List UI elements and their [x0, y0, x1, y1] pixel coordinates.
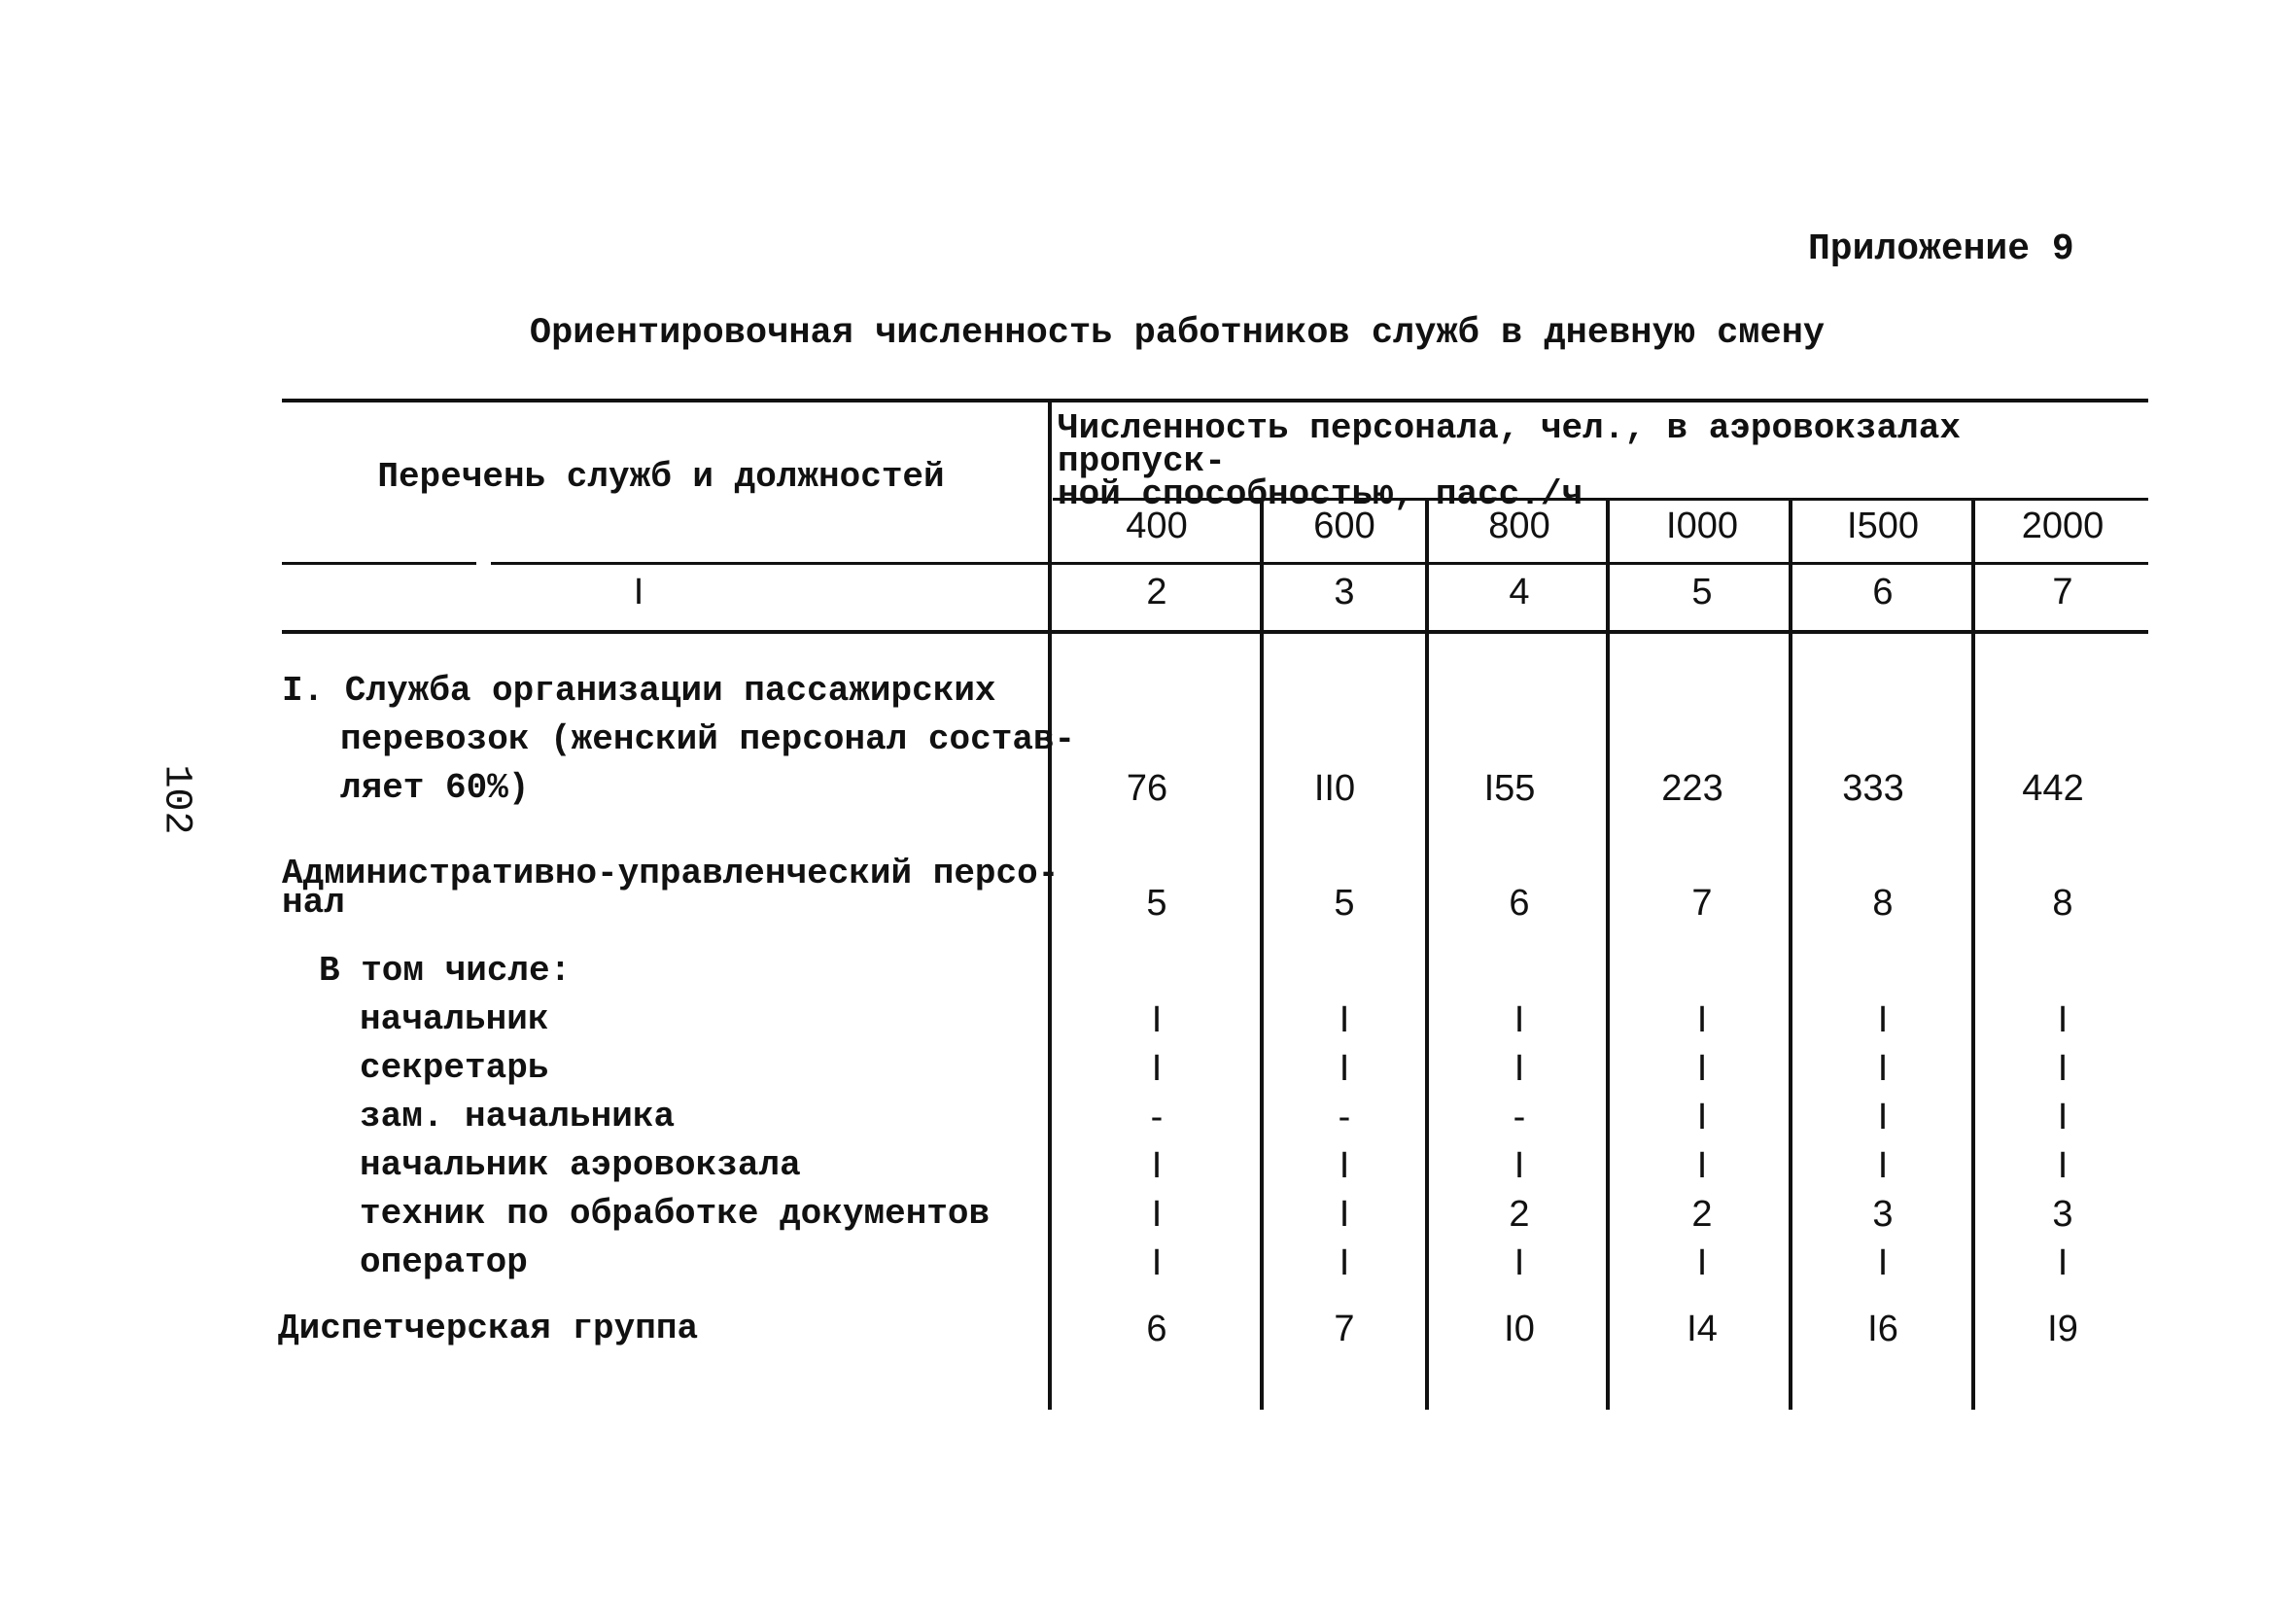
numbers-bottom-rule [282, 630, 2148, 634]
staff-group-header-line-2: ной способностью, пасс./ч [1058, 474, 1583, 514]
table-cell: 333 [1842, 768, 1904, 809]
table-cell: I [1513, 1242, 1525, 1283]
table-cell: I [1877, 1242, 1889, 1283]
table-cell: I [1696, 1048, 1708, 1089]
table-cell: I9 [2047, 1309, 2078, 1349]
table-title: Ориентировочная численность работников служб в дневную смену [529, 313, 1826, 354]
table-cell: I [1877, 1097, 1889, 1137]
table-cell: I4 [1687, 1309, 1718, 1349]
table-cell: I [1151, 1048, 1163, 1089]
table-cell: 8 [2052, 883, 2073, 924]
table-cell: 6 [1509, 883, 1530, 924]
col-divider-4 [1606, 498, 1610, 1410]
table-cell: - [1338, 1097, 1351, 1137]
page-number: 102 [154, 764, 198, 835]
column-number: 2 [1146, 572, 1167, 612]
row-label: Диспетчерская группа [278, 1309, 699, 1348]
table-cell: I [1513, 1048, 1525, 1089]
row-label: техник по обработке документов [360, 1194, 991, 1234]
table-cell: I [1339, 1048, 1350, 1089]
row-label: начальник [360, 999, 549, 1039]
table-cell: I [1339, 1242, 1350, 1283]
table-cell: 8 [1872, 883, 1894, 924]
table-top-rule [282, 399, 2148, 402]
column-number: 6 [1872, 572, 1894, 612]
table-cell: 2 [1691, 1194, 1713, 1235]
col-divider-5 [1789, 498, 1792, 1410]
table-cell: I [2057, 1242, 2069, 1283]
table-cell: 76 [1126, 768, 1168, 809]
table-cell: 3 [2052, 1194, 2073, 1235]
table-cell: I [1151, 1145, 1163, 1186]
services-column-header: Перечень служб и должностей [377, 457, 945, 497]
table-cell: I [1339, 1145, 1350, 1186]
column-number: 5 [1691, 572, 1713, 612]
table-cell: I55 [1483, 768, 1536, 809]
col-divider-1 [1048, 399, 1052, 1410]
row-label: нал [282, 883, 345, 923]
table-cell: 5 [1334, 883, 1355, 924]
row-label: перевозок (женский персонал состав- [340, 719, 1076, 759]
col-divider-3 [1425, 498, 1429, 1410]
table-cell: - [1513, 1097, 1526, 1137]
row-label: начальник аэровокзала [360, 1145, 801, 1185]
table-cell: I [1877, 1145, 1889, 1186]
table-cell: I [1151, 1242, 1163, 1283]
table-cell: I [1877, 999, 1889, 1040]
table-cell: I [2057, 1097, 2069, 1137]
capacity-header: 2000 [2021, 506, 2105, 546]
row-label: секретарь [360, 1048, 549, 1088]
row-label: оператор [360, 1242, 528, 1282]
table-cell: 7 [1334, 1309, 1355, 1349]
table-cell: I [2057, 1145, 2069, 1186]
table-cell: I [1696, 999, 1708, 1040]
capacity-header: 800 [1488, 506, 1550, 546]
header-bottom-rule-right [491, 562, 2148, 565]
col-divider-2 [1260, 498, 1264, 1410]
row-label: ляет 60%) [340, 768, 530, 808]
table-cell: 6 [1146, 1309, 1167, 1349]
row-label: зам. начальника [360, 1097, 676, 1136]
table-cell: I [1696, 1097, 1708, 1137]
appendix-label: Приложение 9 [1808, 228, 2074, 270]
column-number: 3 [1334, 572, 1355, 612]
table-cell: I [1696, 1242, 1708, 1283]
capacity-header: I000 [1666, 506, 1738, 546]
table-cell: 442 [2022, 768, 2084, 809]
table-cell: 223 [1661, 768, 1723, 809]
table-cell: I [1151, 1194, 1163, 1235]
table-cell: I6 [1867, 1309, 1898, 1349]
table-cell: I [1513, 999, 1525, 1040]
row-label: I. Служба организации пассажирских [282, 671, 996, 711]
table-cell: I0 [1504, 1309, 1535, 1349]
row-label: Административно-управленческий персо- [282, 854, 1060, 893]
header-bottom-rule-left [282, 562, 476, 565]
col-divider-6 [1971, 498, 1975, 1410]
table-cell: I [1513, 1145, 1525, 1186]
staff-group-header [1058, 408, 2127, 514]
table-cell: 7 [1691, 883, 1713, 924]
capacity-header: 600 [1313, 506, 1375, 546]
column-number: 4 [1509, 572, 1530, 612]
table-cell: 2 [1509, 1194, 1530, 1235]
table-cell: I [2057, 999, 2069, 1040]
table-cell: I [1339, 1194, 1350, 1235]
table-cell: I [1151, 999, 1163, 1040]
capacity-header: 400 [1126, 506, 1188, 546]
capacity-header: I500 [1847, 506, 1919, 546]
table-cell: 3 [1872, 1194, 1894, 1235]
table-cell: I [1339, 999, 1350, 1040]
staff-group-header-line-1: Численность персонала, чел., в аэровокзалах пропуск- [1058, 408, 1961, 481]
column-number: 7 [2052, 572, 2073, 612]
table-cell: I [1877, 1048, 1889, 1089]
table-cell: I [1696, 1145, 1708, 1186]
column-number: I [633, 572, 644, 612]
table-cell: 5 [1146, 883, 1167, 924]
row-label: В том числе: [319, 951, 572, 991]
table-cell: I [2057, 1048, 2069, 1089]
table-cell: - [1150, 1097, 1164, 1137]
table-cell: II0 [1313, 768, 1356, 809]
